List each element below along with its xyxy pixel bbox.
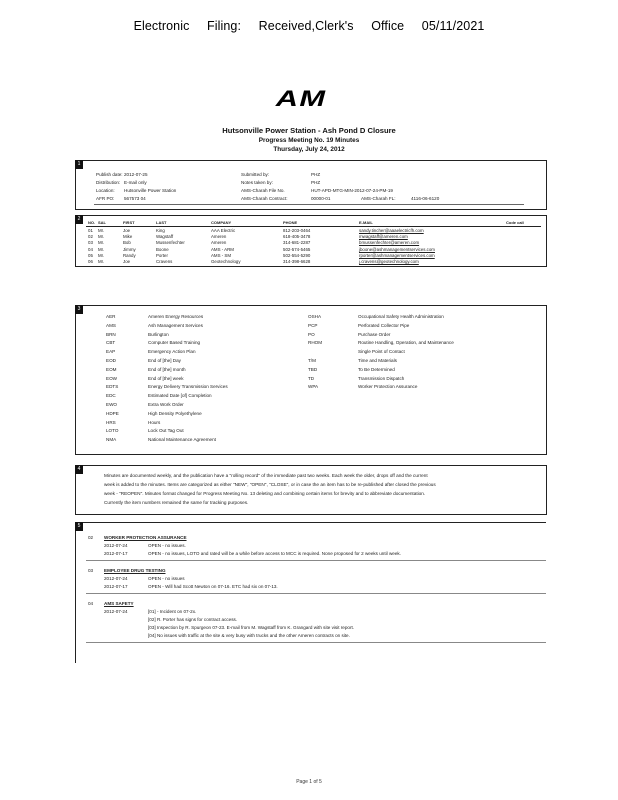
table-cell: 01 bbox=[88, 228, 93, 233]
info-label: AMS-Charah File No. bbox=[241, 188, 285, 193]
table-header: COMPANY bbox=[211, 220, 232, 225]
abbr-meaning: Purchase Order bbox=[358, 331, 391, 337]
filing-stamp: Electronic Filing: Received,Clerk's Office 05/11/2021 bbox=[133, 19, 485, 33]
table-cell: Porter bbox=[156, 252, 168, 258]
abbr-code: T/M bbox=[308, 358, 316, 363]
table-cell: rporter@ashmanagementservices.com bbox=[359, 252, 435, 258]
entry-note: [02] R. Porter has signs for contract access. bbox=[148, 617, 238, 622]
table-cell: bmussenfechter@ameren.com bbox=[359, 240, 420, 246]
abbr-code: OSHA bbox=[308, 314, 322, 319]
table-cell: AAA Electric bbox=[211, 228, 236, 233]
abbr-meaning: To Be Determined bbox=[358, 366, 395, 372]
item-number: 03 bbox=[88, 568, 94, 573]
table-cell: AMS - ARM bbox=[211, 246, 234, 252]
abbr-code: HDPE bbox=[106, 410, 119, 416]
intro-paragraph bbox=[104, 471, 544, 507]
abbr-code: NMA bbox=[106, 437, 117, 443]
abbr-code: EOW bbox=[106, 375, 117, 381]
info-label: Location: bbox=[96, 188, 115, 193]
table-header: FIRST bbox=[123, 220, 135, 225]
intro-line: week - "REOPEN". Minutes format changed for Progress Meeting No. 13 deleting and combining certain items for brevity and to abbreviate documentation. bbox=[104, 491, 426, 496]
info-label: AMS-Charah FL: bbox=[361, 196, 396, 201]
entry-note: OPEN - no issues, LOTO and rated will be a while before access to MCC is required. None proposed for 2 weeks until week. bbox=[148, 551, 401, 556]
abbr-code: EAP bbox=[106, 349, 116, 355]
table-cell: Mussenfechter bbox=[156, 240, 185, 246]
info-value: Hutsonville Power Station bbox=[124, 188, 177, 193]
abbr-code: BRN bbox=[106, 331, 116, 337]
abbr-code: EDTS bbox=[106, 384, 119, 390]
table-header: Code call bbox=[506, 220, 524, 225]
divider-line bbox=[86, 560, 546, 561]
abbr-code: EOD bbox=[106, 358, 116, 363]
entry-date: 2012-07-24 bbox=[104, 609, 128, 614]
table-header: SAL bbox=[98, 220, 106, 225]
abbr-meaning: Ameren Energy Resources bbox=[148, 314, 204, 319]
table-cell: 618-405-3478 bbox=[283, 234, 311, 240]
abbr-meaning: Hours bbox=[148, 419, 161, 425]
info-value: PHZ bbox=[311, 172, 321, 177]
table-cell: j.cravens@geotechnology.com bbox=[359, 259, 419, 264]
info-label: AFR PO: bbox=[96, 196, 115, 201]
abbr-meaning: Burlington bbox=[148, 331, 169, 337]
abbreviations-section bbox=[75, 305, 547, 455]
abbr-code: PO bbox=[308, 331, 315, 337]
entry-note: OPEN - no issues. bbox=[148, 543, 186, 548]
table-cell: 06 bbox=[88, 259, 93, 264]
intro-line: week is added to the minutes. Items are categorized as either "NEW", "OPEN", "CLOSE", or in case the an item has to be re-published after closed the previous bbox=[104, 482, 436, 487]
abbr-meaning: Extra Work Order bbox=[148, 402, 184, 407]
abbr-meaning: Emergency Action Plan bbox=[148, 349, 196, 355]
table-cell: Randy bbox=[123, 252, 136, 258]
info-label: Notes taken by: bbox=[241, 180, 273, 185]
entry-note: OPEN - Will had Scott Newton on 07-16. ETC had six on 07-13. bbox=[148, 584, 278, 589]
abbr-meaning: Energy Delivery Transmission Services bbox=[148, 384, 228, 390]
table-cell: 05 bbox=[88, 252, 93, 258]
entry-date: 2012-07-17 bbox=[104, 551, 128, 556]
items-section bbox=[75, 522, 546, 663]
table-header: NO. bbox=[88, 220, 96, 225]
table-cell: 502-574-5465 bbox=[283, 246, 311, 252]
info-value: HUT-APD-MTG-MIN-2012-07-24-PM-19 bbox=[311, 188, 393, 193]
abbr-meaning: Transmission Dispatch bbox=[358, 375, 405, 381]
table-cell: 03 bbox=[88, 240, 93, 246]
table-cell: Joe bbox=[123, 228, 131, 233]
company-logo: AM bbox=[275, 86, 327, 111]
section-marker: 1 bbox=[75, 160, 83, 169]
item-title: WORKER PROTECTION ASSURANCE bbox=[104, 535, 187, 540]
info-value: 4116-06-6120 bbox=[411, 196, 440, 201]
abbr-code: LOTO bbox=[106, 428, 119, 434]
table-header: LAST bbox=[156, 220, 167, 225]
section-marker: 4 bbox=[75, 465, 83, 474]
divider-line bbox=[94, 204, 524, 205]
abbr-meaning: Occupational Safety Health Administration bbox=[358, 314, 444, 319]
abbr-code: AER bbox=[106, 314, 116, 319]
info-value: 567573 04 bbox=[124, 196, 146, 201]
abbr-code: EOM bbox=[106, 366, 117, 372]
table-cell: AMS - SM bbox=[211, 252, 232, 258]
table-cell: Mr. bbox=[98, 246, 105, 252]
entry-note: [03] Inspection by R. Spurgeon 07-23. E-mail from M. Wagstaff from K. Grangard with site visit report. bbox=[148, 625, 355, 630]
item-title: EMPLOYEE DRUG TESTING bbox=[104, 568, 166, 573]
abbr-code: CBT bbox=[106, 340, 116, 346]
info-label: AMS-Charah Contract: bbox=[241, 196, 288, 201]
info-label: Submitted by: bbox=[241, 172, 270, 177]
abbr-code: RHOM bbox=[308, 340, 323, 346]
intro-section bbox=[75, 465, 547, 515]
meeting-date: Thursday, July 24, 2012 bbox=[273, 146, 345, 153]
abbr-meaning: Lock Out Tag Out bbox=[148, 428, 184, 434]
table-cell: Ameren bbox=[211, 234, 227, 240]
abbr-meaning: End of [the] month bbox=[148, 366, 186, 372]
section-marker: 5 bbox=[75, 522, 83, 531]
table-cell: 02 bbox=[88, 234, 93, 240]
abbr-meaning: Routine Handling, Operation, and Maintenance bbox=[358, 340, 454, 346]
attendees-section bbox=[75, 215, 547, 267]
table-cell: Joe bbox=[123, 259, 131, 264]
entry-note: [01] - Incident on 07-2x. bbox=[148, 609, 197, 614]
table-cell: Wagstaff bbox=[156, 234, 174, 240]
abbr-meaning: Worker Protection Assurance bbox=[358, 384, 418, 390]
table-cell: Mike bbox=[123, 234, 133, 240]
divider-line bbox=[86, 226, 541, 227]
item-number: 04 bbox=[88, 601, 94, 606]
entry-date: 2012-07-17 bbox=[104, 584, 128, 589]
table-cell: Mr. bbox=[98, 234, 105, 240]
table-cell: Boone bbox=[156, 246, 169, 252]
item-title: AMS SAFETY bbox=[104, 601, 134, 606]
abbr-meaning: Computer Based Training bbox=[148, 340, 201, 346]
abbr-code: EDC bbox=[106, 393, 116, 399]
info-value: PHZ bbox=[311, 180, 321, 185]
intro-line: Minutes are documented weekly, and the publication have a "rolling record" of the immediate past two weeks. Each week the older, drops off and the current bbox=[104, 473, 428, 478]
info-value: 2012-07-25 bbox=[124, 172, 148, 177]
abbr-code: TD bbox=[308, 375, 315, 381]
page-subtitle: Progress Meeting No. 19 Minutes bbox=[258, 137, 360, 144]
table-cell: 812-203-0464 bbox=[283, 228, 311, 233]
abbr-code: EWO bbox=[106, 402, 117, 407]
intro-line: Currently the item numbers remained the same for tracking purposes. bbox=[104, 500, 249, 505]
abbr-meaning: End of [the] Day bbox=[148, 358, 181, 363]
abbr-meaning: Perforated Collector Pipe bbox=[358, 322, 410, 328]
section-marker: 2 bbox=[75, 215, 83, 224]
table-cell: Mr. bbox=[98, 259, 105, 264]
table-cell: Mr. bbox=[98, 228, 105, 233]
info-value: E-mail only bbox=[124, 180, 147, 185]
table-cell: Jimmy bbox=[123, 246, 136, 252]
abbr-meaning: National Maintenance Agreement bbox=[148, 437, 216, 443]
abbr-code: HRS bbox=[106, 419, 116, 425]
abbr-meaning: End of [the] week bbox=[148, 375, 184, 381]
abbr-meaning: Estimated Date [of] Completion bbox=[148, 393, 212, 399]
info-label: Publish date: bbox=[96, 172, 123, 177]
entry-date: 2012-07-24 bbox=[104, 543, 128, 548]
page-title: Hutsonville Power Station - Ash Pond D Closure bbox=[222, 126, 396, 135]
info-section bbox=[75, 160, 547, 210]
abbr-meaning: Single Point of Contact bbox=[358, 349, 405, 355]
table-cell: 04 bbox=[88, 246, 93, 252]
divider-line bbox=[86, 642, 546, 643]
table-cell: mwagstaff@ameren.com bbox=[359, 234, 408, 240]
table-cell: Mr. bbox=[98, 252, 105, 258]
page-footer: Page 1 of 5 bbox=[296, 779, 322, 785]
entry-date: 2012-07-24 bbox=[104, 576, 128, 581]
abbr-code: WPA bbox=[308, 384, 319, 390]
info-value: 00000-01 bbox=[311, 196, 331, 201]
item-number: 02 bbox=[88, 535, 94, 540]
entry-note: [04] No issues with traffic at the site & very busy with trucks and the other Ameren contracts on site. bbox=[148, 633, 350, 638]
abbr-meaning: Ash Management Services bbox=[148, 322, 203, 328]
table-cell: jboone@ashmanagementservices.com bbox=[359, 246, 435, 252]
abbr-meaning: High Density Polyethylene bbox=[148, 410, 202, 416]
table-cell: 314-398-6628 bbox=[283, 259, 311, 264]
entry-note: OPEN - no issues bbox=[148, 576, 185, 581]
table-header: E-MAIL bbox=[359, 220, 373, 225]
abbr-code: TBD bbox=[308, 366, 318, 372]
table-cell: King bbox=[156, 228, 165, 233]
abbr-code: PCP bbox=[308, 322, 318, 328]
info-label: Distribution: bbox=[96, 180, 121, 185]
table-cell: Cravens bbox=[156, 259, 173, 264]
table-cell: Mr. bbox=[98, 240, 105, 246]
table-cell: 502-554-5290 bbox=[283, 252, 311, 258]
divider-line bbox=[86, 593, 546, 594]
table-cell: Ameren bbox=[211, 240, 227, 246]
table-cell: Geotechnology bbox=[211, 259, 241, 264]
table-cell: Bob bbox=[123, 240, 131, 246]
section-marker: 3 bbox=[75, 305, 83, 314]
table-cell: sandy.tincher@aaaelectricfh.com bbox=[359, 228, 424, 233]
table-header: PHONE bbox=[283, 220, 298, 225]
abbr-code: AMS bbox=[106, 322, 116, 328]
table-cell: 314-681-2287 bbox=[283, 240, 311, 246]
abbr-meaning: Time and Materials bbox=[358, 358, 397, 363]
